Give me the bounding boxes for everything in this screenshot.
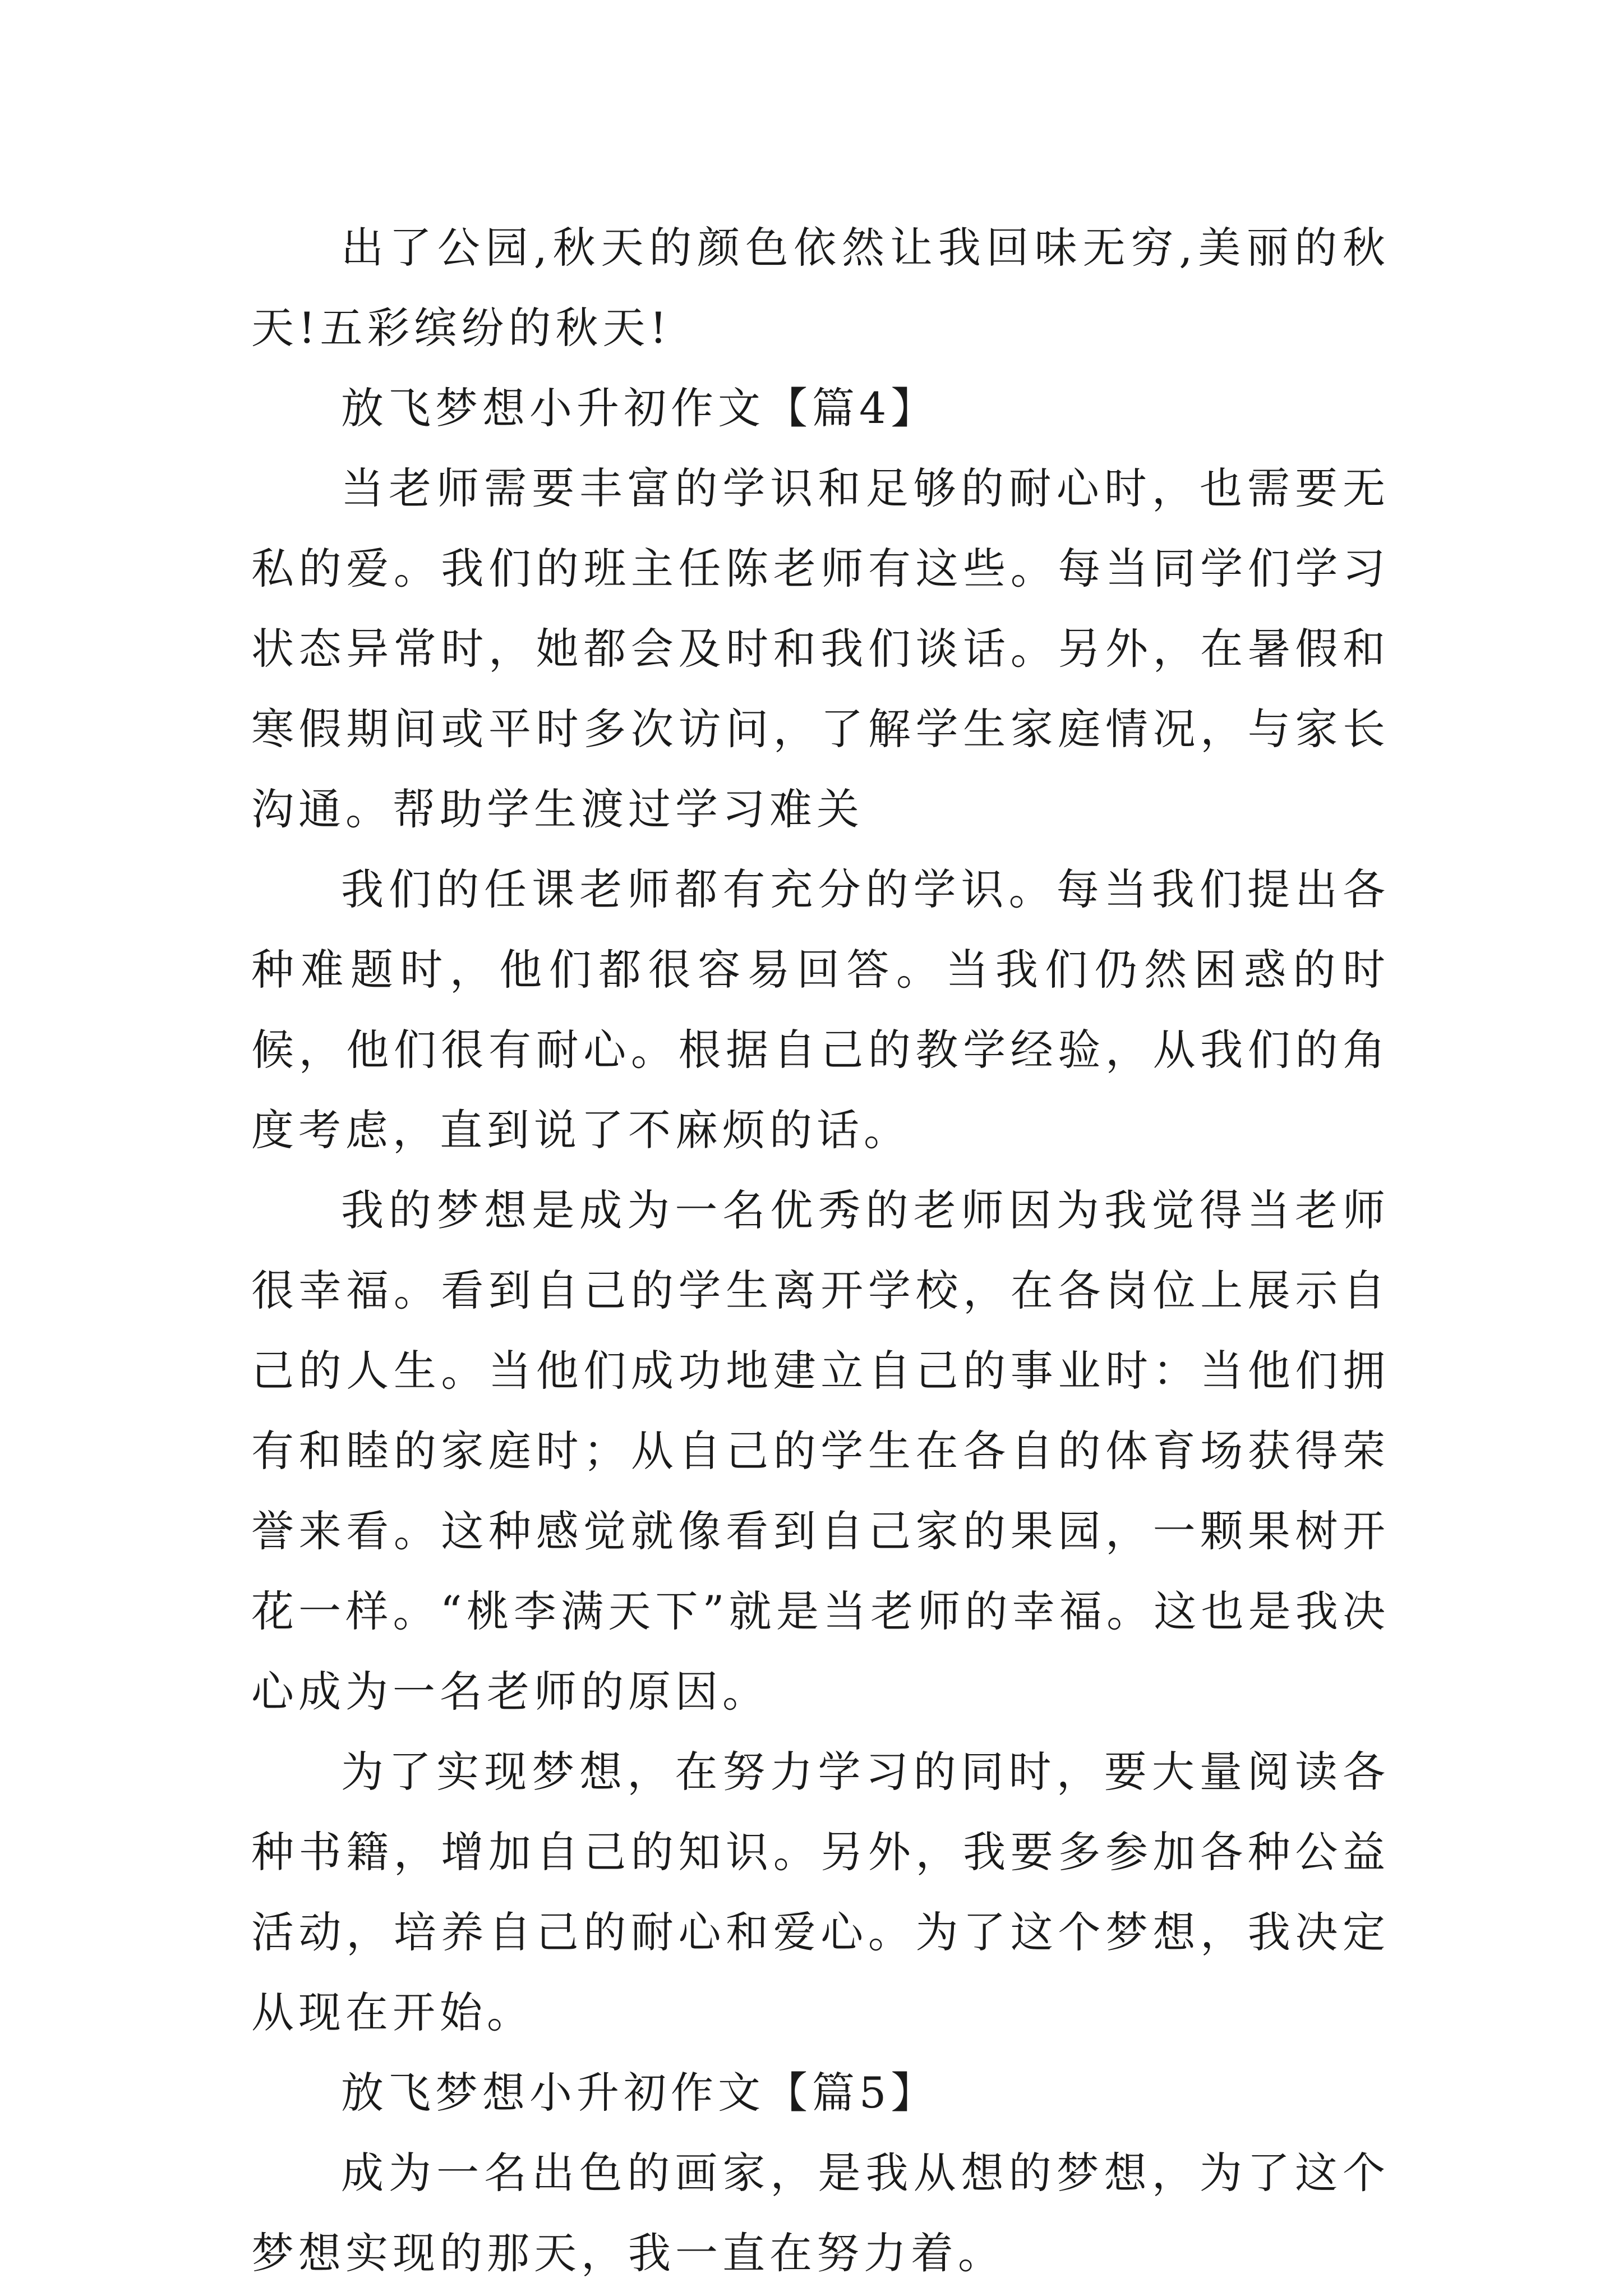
section-heading-part-5: 放飞梦想小升初作文【篇5】 xyxy=(341,2068,938,2118)
paragraph-painter-dream: 成为一名出色的画家，是我从想的梦想，为了这个梦想实现的那天，我一直在努力着。 xyxy=(251,2148,1390,2278)
paragraph-head-teacher: 当老师需要丰富的学识和足够的耐心时，也需要无私的爱。我们的班主任陈老师有这些。每当同学们学习状态异常时，她都会及时和我们谈话。另外，在暑假和寒假期间或平时多次访问，了解学生家庭情况，与家长沟通。帮助学生渡过学习难关 xyxy=(251,463,1390,834)
paragraph-dream-teacher: 我的梦想是成为一名优秀的老师因为我觉得当老师很幸福。看到自己的学生离开学校，在各岗位上展示自己的人生。当他们成功地建立自己的事业时：当他们拥有和睦的家庭时；从自己的学生在各自的体育场获得荣誉来看。这种感觉就像看到自己家的果园，一颗果树开花一样。“桃李满天下”就是当老师的幸福。这也是我决心成为一名老师的原因。 xyxy=(251,1185,1390,1717)
document-body xyxy=(251,208,1390,2293)
section-heading-part-4: 放飞梦想小升初作文【篇4】 xyxy=(341,383,938,433)
paragraph-subject-teachers: 我们的任课老师都有充分的学识。每当我们提出各种难题时，他们都很容易回答。当我们仍然困惑的时候，他们很有耐心。根据自己的教学经验，从我们的角度考虑，直到说了不麻烦的话。 xyxy=(251,864,1390,1155)
paragraph-realize-dream: 为了实现梦想，在努力学习的同时，要大量阅读各种书籍，增加自己的知识。另外，我要多参加各种公益活动，培养自己的耐心和爱心。为了这个梦想，我决定从现在开始。 xyxy=(251,1747,1390,2037)
paragraph-autumn-ending: 出了公园,秋天的颜色依然让我回味无穷,美丽的秋天!五彩缤纷的秋天! xyxy=(251,223,1390,353)
